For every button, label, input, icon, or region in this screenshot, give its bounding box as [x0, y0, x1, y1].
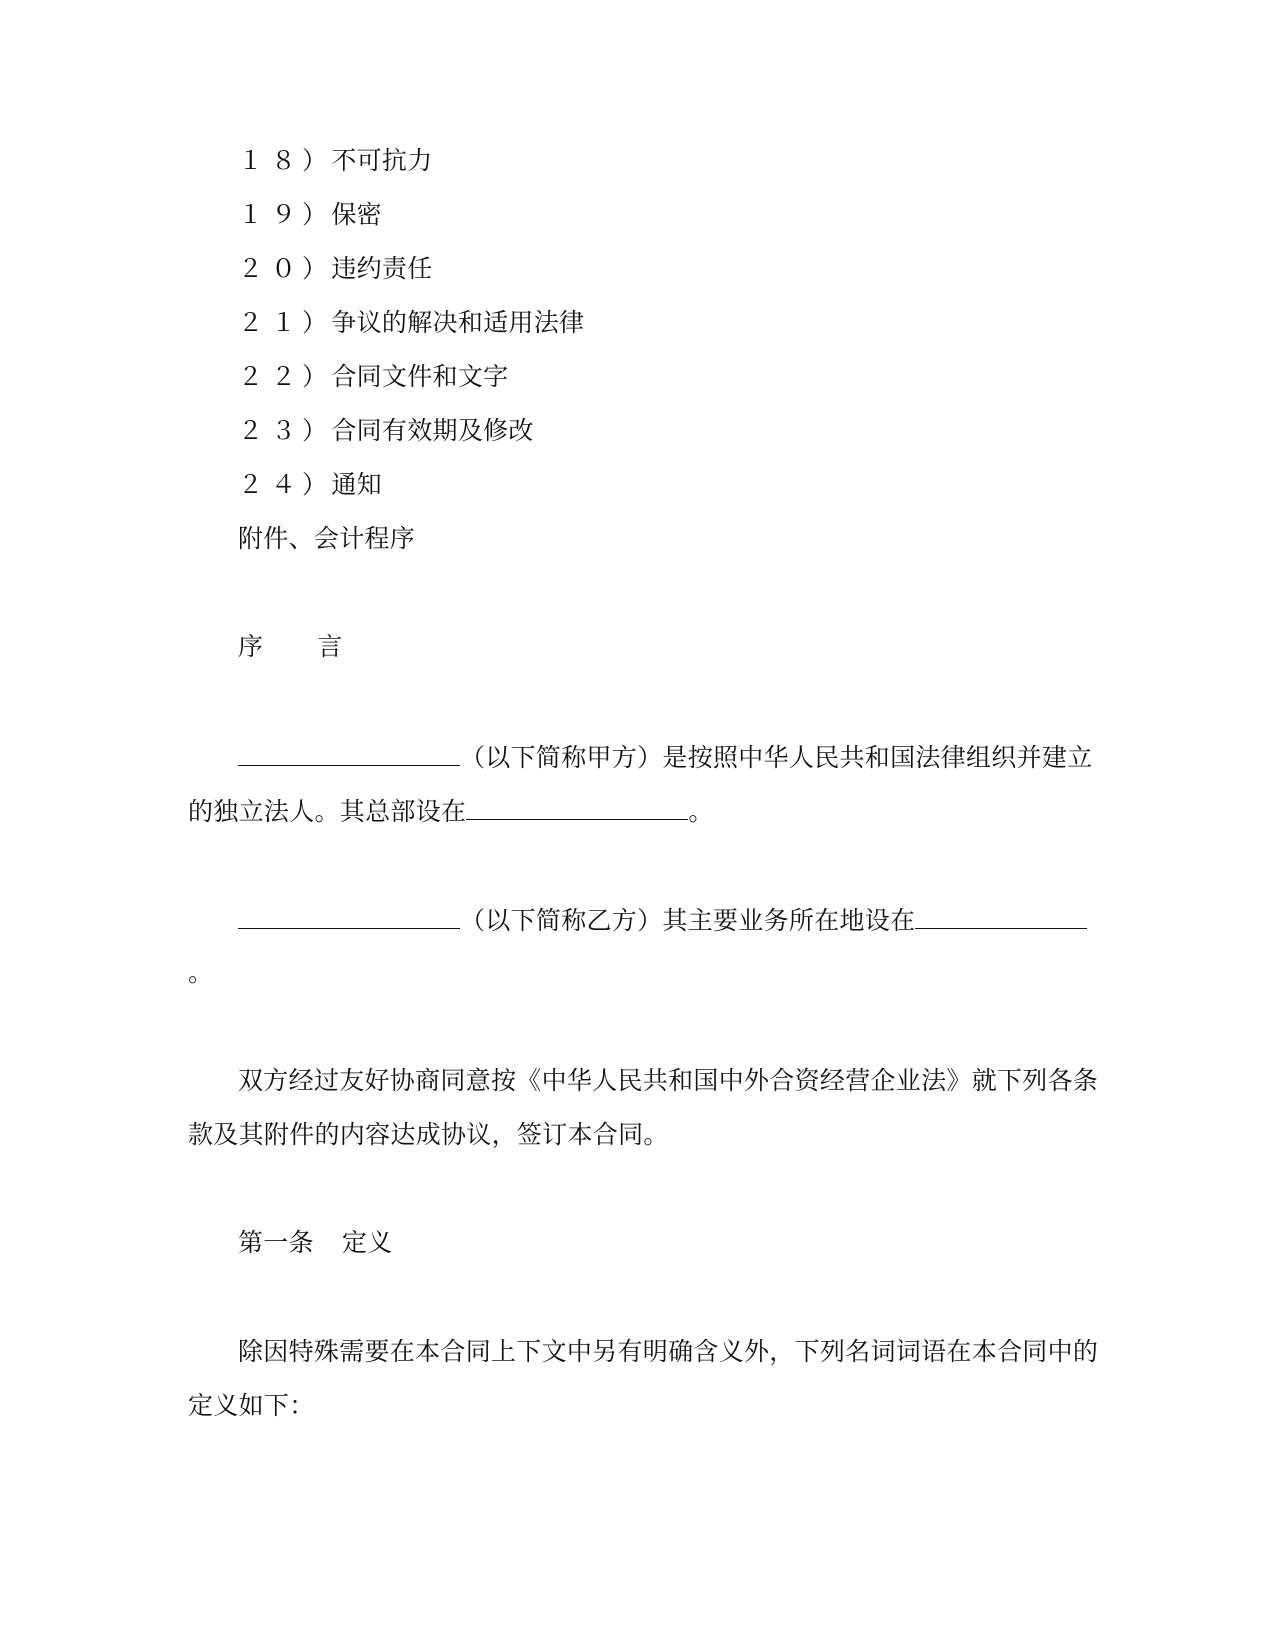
preface-char-2: 言	[317, 632, 343, 661]
toc-item-paren: ）	[302, 146, 328, 175]
toc-item	[238, 306, 584, 340]
toc-item	[238, 360, 508, 394]
toc-item-title: 合同有效期及修改	[331, 416, 534, 445]
party-a-hq-blank[interactable]	[466, 793, 688, 820]
agreement-line-1: 双方经过友好协商同意按《中华人民共和国中外合资经营企业法》就下列各条	[238, 1066, 1099, 1095]
toc-item-number: ２０	[238, 254, 305, 283]
toc-item-title: 合同文件和文字	[331, 362, 509, 391]
toc-item	[238, 144, 433, 178]
party-b-line-1	[238, 902, 1087, 938]
toc-item-number: ２３	[238, 416, 305, 445]
party-a-line-2-text: 的独立法人。其总部设在	[188, 797, 467, 826]
party-b-line-1-text: （以下简称乙方）其主要业务所在地设在	[460, 906, 916, 935]
article-1-title: 定义	[341, 1228, 393, 1257]
article-1-label: 第一条	[238, 1228, 314, 1257]
toc-item-paren: ）	[302, 416, 328, 445]
toc-item-paren: ）	[302, 470, 328, 499]
party-a-line-2-end: 。	[688, 797, 714, 826]
article-1-heading	[238, 1226, 393, 1260]
toc-item-number: ２２	[238, 362, 305, 391]
toc-item-paren: ）	[302, 200, 328, 229]
toc-item-number: ２４	[238, 470, 305, 499]
party-b-name-blank[interactable]	[238, 902, 460, 929]
toc-item-number: １９	[238, 200, 305, 229]
toc-item	[238, 198, 382, 232]
appendix-line: 附件、会计程序	[238, 524, 416, 553]
preface-char-1: 序	[238, 632, 264, 661]
party-b-location-blank[interactable]	[915, 902, 1087, 929]
toc-item-paren: ）	[302, 308, 328, 337]
toc-item-title: 不可抗力	[331, 146, 433, 175]
party-a-line-2	[188, 793, 714, 829]
definitions-line-1: 除因特殊需要在本合同上下文中另有明确含义外，下列名词词语在本合同中的	[238, 1337, 1099, 1366]
agreement-line-2: 款及其附件的内容达成协议，签订本合同。	[188, 1120, 669, 1149]
toc-item-number: ２１	[238, 308, 305, 337]
toc-item	[238, 414, 534, 448]
toc-item-paren: ）	[302, 254, 328, 283]
toc-item-number: １８	[238, 146, 305, 175]
toc-item-title: 争议的解决和适用法律	[331, 308, 585, 337]
toc-item-title: 保密	[331, 200, 382, 229]
party-a-name-blank[interactable]	[238, 739, 460, 766]
party-a-line-1	[238, 739, 1093, 775]
preface-heading	[238, 630, 343, 664]
party-a-line-1-text: （以下简称甲方）是按照中华人民共和国法律组织并建立	[460, 743, 1093, 772]
toc-item-paren: ）	[302, 362, 328, 391]
toc-item	[238, 252, 433, 286]
toc-item-title: 通知	[331, 470, 382, 499]
party-b-line-2: 。	[188, 958, 214, 987]
definitions-line-2: 定义如下：	[188, 1391, 315, 1420]
toc-item	[238, 468, 382, 502]
toc-item-title: 违约责任	[331, 254, 433, 283]
